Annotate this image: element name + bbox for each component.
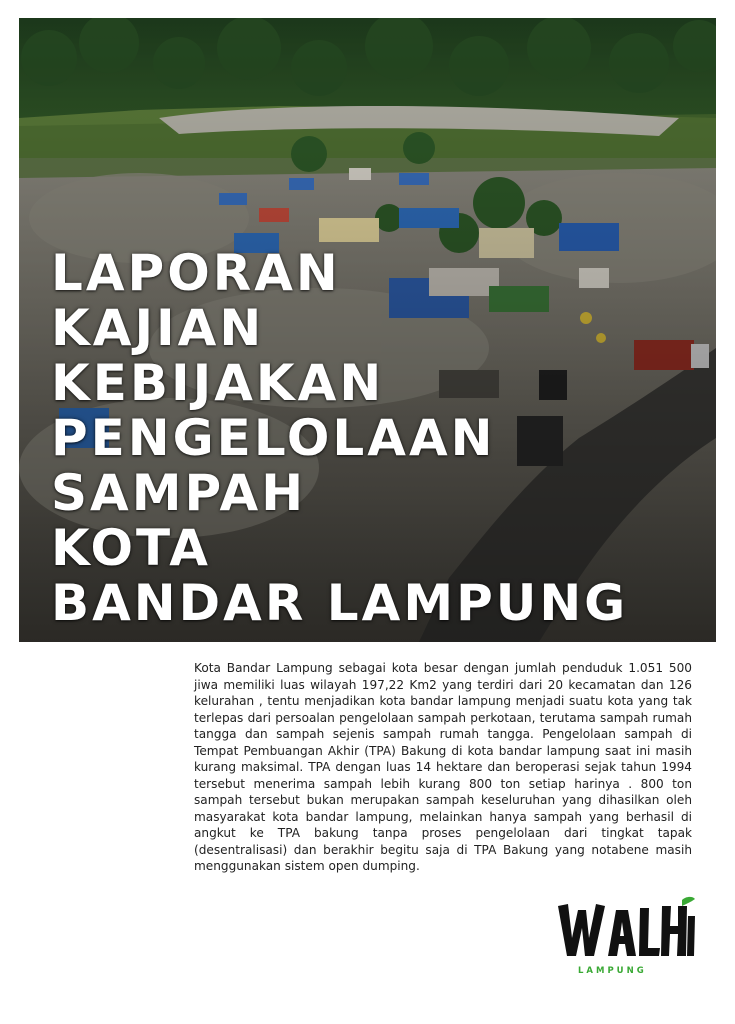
intro-paragraph: Kota Bandar Lampung sebagai kota besar dengan jumlah penduduk 1.051 500 jiwa memiliki luas wilayah 197,22 Km2 yang terdiri dari 20 kecamatan dan 126 kelurahan , tentu menjadikan kota bandar lampung menjadi suatu kota yang tak terlepas dari persoalan pengelolaan sampah perkotaan, terutama sampah rumah tangga dan sampah sejenis sampah rumah tangga. Pengelolaan sampah di Tempat Pembuangan Akhir (TPA) Bakung di kota bandar lampung saat ini masih kurang maksimal. TPA dengan luas 14 hektare dan beroperasi sejak tahun 1994 tersebut menerima sampah lebih kurang 800 ton setiap harinya . 800 ton sampah tersebut bukan merupakan sampah keseluruhan yang dihasilkan oleh masyarakat kota bandar lampung, melainkan hanya sampah yang berhasil di angkut ke TPA bakung tanpa proses pengelolaan dari tingkat tapak (desentralisasi) dan berakhir begitu saja di TPA Bakung yang notabene masih menggunakan sistem open dumping.: [194, 661, 692, 873]
title-line: KOTA: [51, 519, 211, 577]
title-line: PENGELOLAAN: [51, 409, 496, 467]
report-title: [51, 246, 628, 631]
title-line: SAMPAH: [51, 464, 307, 522]
walhi-lampung-logo: [556, 896, 696, 980]
cover-photo: [19, 18, 716, 642]
logo-subtitle: LAMPUNG: [578, 966, 647, 976]
title-line: KAJIAN: [51, 299, 265, 357]
title-line: LAPORAN: [51, 244, 341, 302]
title-line: KEBIJAKAN: [51, 354, 385, 412]
walhi-logo-icon: [556, 896, 696, 966]
title-line: BANDAR LAMPUNG: [51, 574, 629, 632]
